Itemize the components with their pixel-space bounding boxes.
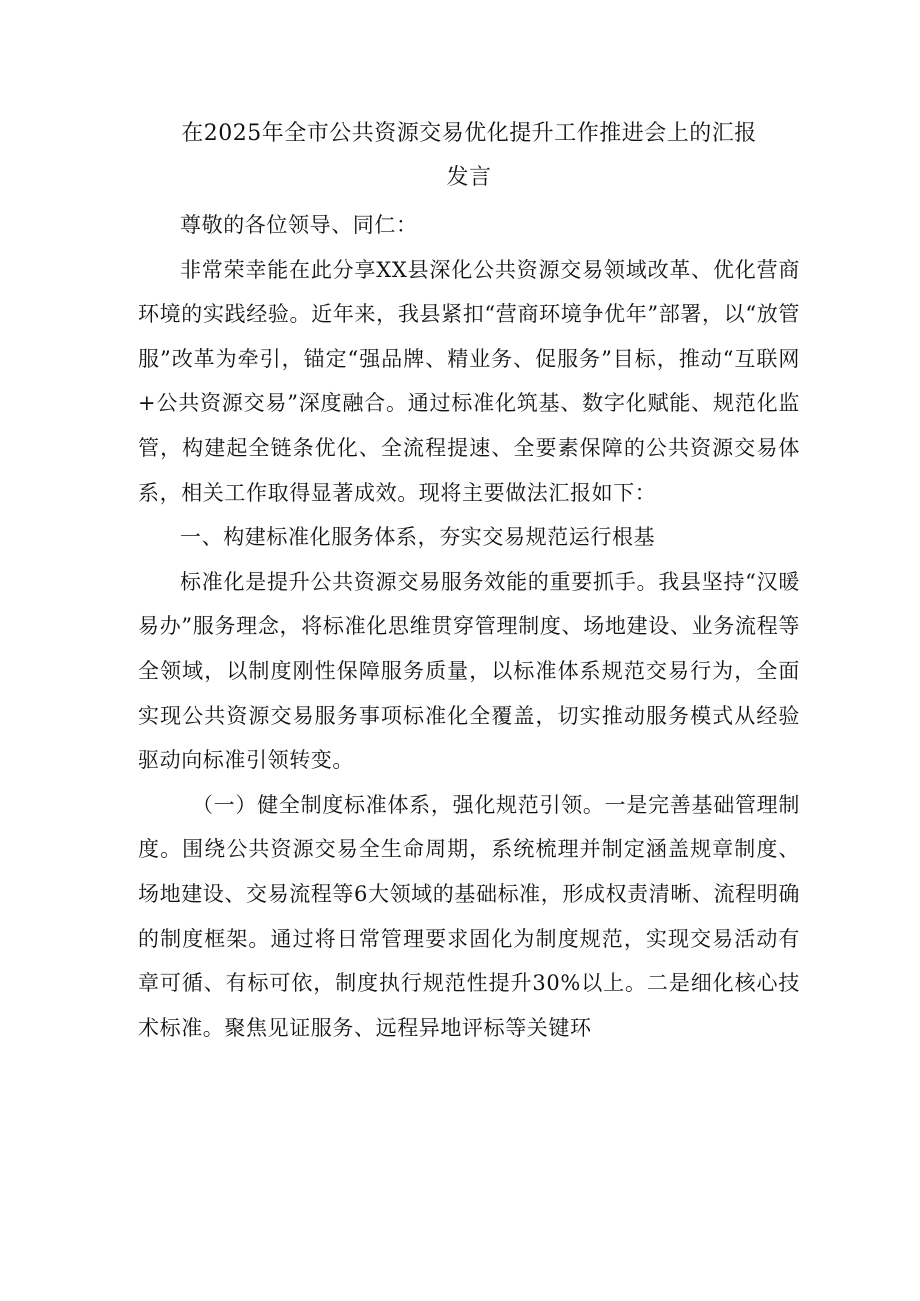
document-title-line1: 在2025年全市公共资源交易优化提升工作推进会上的汇报 (181, 121, 757, 146)
intro-paragraph: 非常荣幸能在此分享XX县深化公共资源交易领域改革、优化营商环境的实践经验。近年来，我县紧扣“营商环境争优年”部署，以“放管服”改革为牵引，锚定“强品牌、精业务、促服务”目标，推动“互联网+公共资源交易”深度融合。通过标准化筑基、数字化赋能、规范化监管，构建起全链条优化、全流程提速、全要素保障的公共资源交易体系，相关工作取得显著成效。现将主要做法汇报如下： (138, 257, 800, 505)
section-heading-1: 一、构建标准化服务体系，夯实交易规范运行根基 (180, 525, 656, 550)
document-title (138, 112, 800, 200)
salutation: 尊敬的各位领导、同仁： (180, 213, 418, 237)
document-title-line2: 发言 (446, 165, 492, 190)
document-body (138, 112, 800, 1050)
subsection-1-paragraph: （一）健全制度标准体系，强化规范引领。一是完善基础管理制度。围绕公共资源交易全生命周期，系统梳理并制定涵盖规章制度、场地建设、交易流程等6大领域的基础标准，形成权责清晰、流程明确的制度框架。通过将日常管理要求固化为制度规范，实现交易活动有章可循、有标可依，制度执行规范性提升30%以上。二是细化核心技术标准。聚焦见证服务、远程异地评标等关键环 (138, 792, 800, 1040)
section-1-paragraph: 标准化是提升公共资源交易服务效能的重要抓手。我县坚持“汉暖易办”服务理念，将标准化思维贯穿管理制度、场地建设、业务流程等全领域，以制度刚性保障服务质量，以标准体系规范交易行为，全面实现公共资源交易服务事项标准化全覆盖，切实推动服务模式从经验驱动向标准引领转变。 (138, 569, 800, 773)
